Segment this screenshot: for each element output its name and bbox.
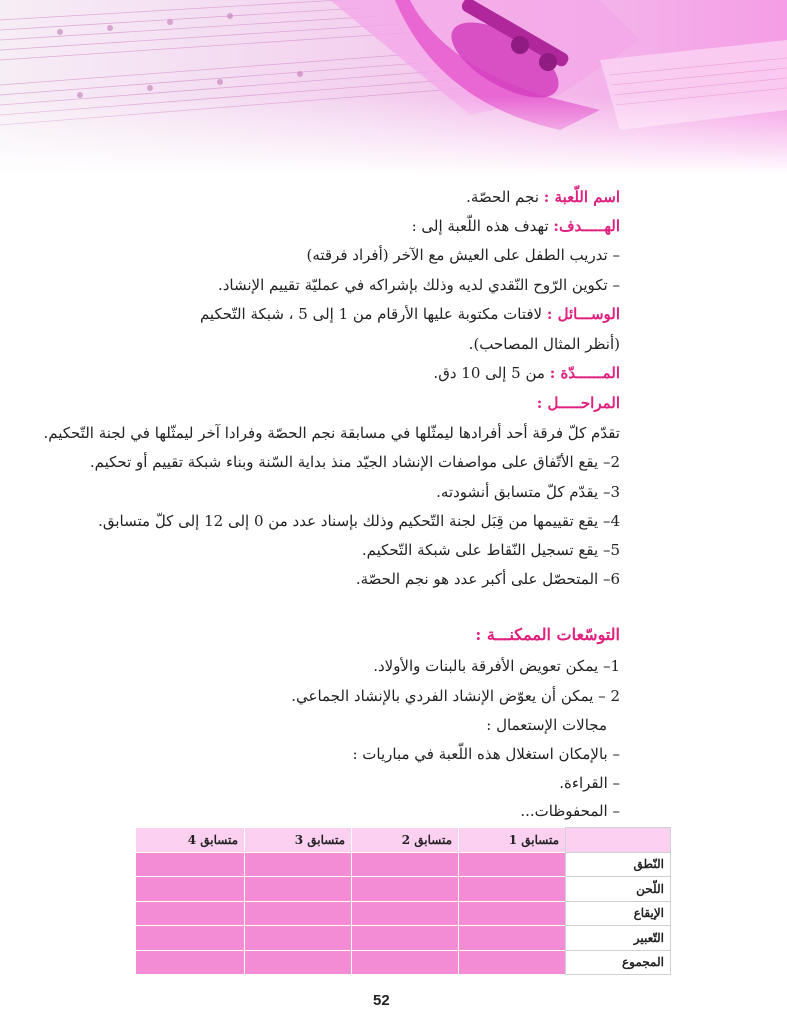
duration-line: [433, 362, 620, 384]
table-header-row: [136, 828, 671, 853]
duration-label: المــــــدّة :: [549, 364, 620, 382]
steps-label: المراحـــــل :: [536, 394, 620, 412]
judging-grid: [135, 827, 671, 975]
table-cell: [352, 852, 459, 877]
table-row: [136, 950, 671, 975]
page-number: 52: [373, 992, 390, 1009]
means-value: لافتات مكتوبة عليها الأرقام من 1 إلى 5 ، شبكة التّحكيم: [199, 305, 543, 323]
extension-item: 2 – يمكن أن يعوّض الإنشاد الفردي بالإنشاد الجماعي.: [291, 687, 620, 705]
extension-item: – المحفوظات...: [520, 802, 620, 820]
goal-line: [412, 215, 620, 237]
table-header-cell: متسابق 3: [245, 828, 352, 853]
table-cell: [352, 901, 459, 926]
step-item: 6– المتحصّل على أكبر عدد هو نجم الحصّة.: [355, 570, 620, 588]
table-cell: [459, 901, 566, 926]
means-label: الوســـائل :: [546, 305, 620, 323]
extensions-title: التوسّعات الممكنـــة :: [475, 625, 620, 644]
table-row-label: الإيقاع: [566, 901, 671, 926]
table-cell: [136, 950, 245, 975]
table-cell: [459, 877, 566, 902]
table-cell: [136, 926, 245, 951]
step-item: تقدّم كلّ فرقة أحد أفرادها ليمثّلها في مسابقة نجم الحصّة وفرادا آخر ليمثّلها في لجنة التّحكيم.: [43, 424, 620, 442]
table-cell: [352, 877, 459, 902]
table-row-label: المجموع: [566, 950, 671, 975]
usage-heading: مجالات الإستعمال :: [486, 716, 607, 734]
game-name-line: [466, 186, 620, 208]
goal-value: تهدف هذه اللّعبة إلى :: [411, 217, 549, 235]
table-row: [136, 926, 671, 951]
goal-label: الهـــــدف:: [553, 217, 620, 235]
table-cell: [136, 877, 245, 902]
table-cell: [136, 901, 245, 926]
table-header-cell: متسابق 4: [136, 828, 245, 853]
step-item: 5– يقع تسجيل النّقاط على شبكة التّحكيم.: [361, 541, 620, 559]
table-cell: [459, 926, 566, 951]
goal-item: – تدريب الطفل على العيش مع الآخر (أفراد فرقته): [306, 246, 620, 264]
table-header-cell: متسابق 2: [352, 828, 459, 853]
table-cell: [459, 950, 566, 975]
table-cell: [136, 852, 245, 877]
table-corner-cell: [566, 828, 671, 853]
extension-item: – القراءة.: [559, 774, 620, 792]
table-cell: [245, 926, 352, 951]
extension-item: 1– يمكن تعويض الأفرقة بالبنات والأولاد.: [373, 657, 620, 675]
step-item: 3– يقدّم كلّ متسابق أنشودته.: [436, 483, 620, 501]
step-item: 4– يقع تقييمها من قِبَل لجنة التّحكيم وذلك بإسناد عدد من 0 إلى 12 إلى كلّ متسابق.: [98, 512, 620, 530]
game-name-value: نجم الحصّة.: [466, 188, 539, 206]
table-cell: [352, 950, 459, 975]
table-header-cell: متسابق 1: [459, 828, 566, 853]
game-name-label: اسم اللّعبة :: [543, 188, 620, 206]
table-cell: [245, 877, 352, 902]
goal-item: – تكوين الرّوح النّقدي لديه وذلك بإشراكه في عمليّة تقييم الإنشاد.: [217, 276, 620, 294]
table-cell: [245, 852, 352, 877]
table-row-label: النّطق: [566, 852, 671, 877]
table-cell: [352, 926, 459, 951]
table-row: [136, 877, 671, 902]
means-continuation: (أنظر المثال المصاحب).: [468, 335, 620, 353]
table-row: [136, 852, 671, 877]
extension-item: – بالإمكان استغلال هذه اللّعبة في مباريات :: [352, 745, 620, 763]
table-cell: [245, 901, 352, 926]
table-cell: [245, 950, 352, 975]
table-row-label: التّعبير: [566, 926, 671, 951]
means-line: [200, 303, 620, 325]
table-row: [136, 901, 671, 926]
table-row-label: اللّحن: [566, 877, 671, 902]
table-cell: [459, 852, 566, 877]
duration-value: من 5 إلى 10 دق.: [433, 364, 545, 382]
step-item: 2– يقع الأتّفاق على مواصفات الإنشاد الجيّد منذ بداية السّنة وبناء شبكة تقييم أو تحكيم.: [89, 453, 620, 471]
